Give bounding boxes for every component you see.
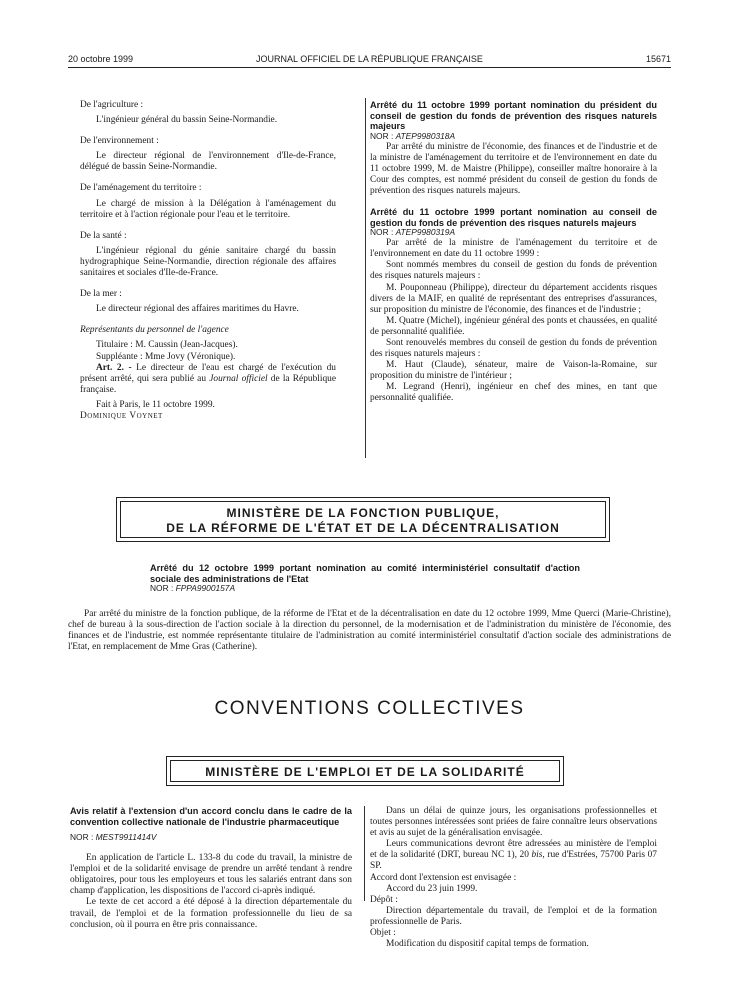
arrete-2-title: Arrêté du 11 octobre 1999 portant nomination au conseil de gestion du fonds de prévention des risques naturels majeurs (370, 207, 657, 228)
avis-para-2: Le texte de cet accord a été déposé à la direction départementale du travail, de l'emploi et de la formation professionnelle du lieu de sa conclusion, où il pourra en être pris connaissance. (70, 897, 352, 930)
header-journal-title: JOURNAL OFFICIEL DE LA RÉPUBLIQUE FRANÇAISE (256, 54, 483, 64)
fp-text-block (68, 609, 671, 653)
arrete-2-para-6: M. Haut (Claude), sénateur, maire de Vaison-la-Romaine, sur proposition du ministre de l'intérieur ; (370, 360, 657, 382)
left-column (80, 100, 336, 422)
avis-objet-heading: Objet : (370, 928, 396, 939)
avis-title: Avis relatif à l'extension d'un accord conclu dans le cadre de la convention collective nationale de l'industrie pharmaceutique (70, 806, 352, 827)
titulaire-line: Titulaire : M. Caussin (Jean-Jacques). (96, 340, 238, 351)
article-2: Art. 2. - Le directeur de l'eau est chargé de l'exécution du présent arrêté, qui sera publié au Journal officiel de la République française. (80, 362, 337, 395)
avis-para-1: En application de l'article L. 133-8 du code du travail, la ministre de l'emploi et de la solidarité envisage de prendre un arrêté tendant à rendre obligatoires, pour tous les employeurs et tous les salariés entrant dans son champ d'application, les dispositions de l'accord ci-après indiqué. (70, 853, 352, 897)
arrete-1-nor: NOR : ATEP9980318A (370, 130, 456, 141)
done-at-line: Fait à Paris, le 11 octobre 1999. (96, 399, 215, 410)
suppleant-line: Suppléante : Mme Jovy (Véronique). (96, 351, 236, 362)
column-divider (365, 98, 366, 458)
header-page-number: 15671 (645, 54, 671, 64)
avis-depot-heading: Dépôt : (370, 894, 398, 905)
header-rule (68, 67, 671, 68)
arrete-2-para-3: M. Pouponneau (Philippe), directeur du département accidents risques divers de la MAIF, en qualité de représentant des entreprises d'assurances, sur proposition du ministre de l'économie, des finances et de l'industrie ; (370, 282, 657, 315)
environment-heading: De l'environnement : (80, 136, 159, 147)
arrete-1-title: Arrêté du 11 octobre 1999 portant nomination du président du conseil de gestion du fonds de prévention des risques naturels majeurs (370, 100, 657, 132)
fp-arrete-title: Arrêté du 12 octobre 1999 portant nomination au comité interministériel consultatif d'action sociale des administrations de l'Etat (150, 563, 580, 584)
arrete-1-text: Par arrêté du ministre de l'économie, des finances et de l'industrie et de la ministre de l'aménagement du territoire et de l'environnement en date du 11 octobre 1999, M. de Maistre (Philippe), conseiller maître honoraire à la Cour des comptes, est nommé président du conseil de gestion du fonds de prévention des risques naturels majeurs. (370, 141, 657, 197)
avis-left-column (70, 806, 352, 931)
avis-right-para-2: Leurs communications devront être adressées au ministère de l'emploi et de la solidarité (DRT, bureau NC 1), 20 bis, rue d'Estrées, 75700 Paris 07 SP. (370, 839, 657, 872)
journal-officiel-ref: Journal officiel (209, 373, 268, 384)
signature: Dominique Voynet (80, 410, 163, 421)
avis-accord-heading: Accord dont l'extension est envisagée : (370, 872, 517, 883)
health-text: L'ingénieur régional du génie sanitaire chargé du bassin hydrographique Seine-Normandie, direction régionale des affaires sanitaires et sociales d'Ile-de-France. (80, 245, 336, 279)
right-column (370, 100, 657, 405)
avis-right-column (370, 806, 657, 950)
sea-heading: De la mer : (80, 289, 122, 300)
arrete-2-para-2: Sont nommés membres du conseil de gestion du fonds de prévention des risques naturels majeurs : (370, 260, 657, 282)
agriculture-text: L'ingénieur général du bassin Seine-Normandie. (96, 115, 278, 126)
ministry-1-line-1: MINISTÈRE DE LA FONCTION PUBLIQUE, (226, 506, 500, 520)
ministry-fonction-publique-box (116, 497, 610, 542)
avis-right-para-1: Dans un délai de quinze jours, les organisations professionnelles et toutes personnes intéressées sont priées de faire connaître leurs observations et avis au sujet de la généralisation envisagée. (370, 806, 657, 839)
section-title-conventions: CONVENTIONS COLLECTIVES (214, 698, 525, 719)
header-date: 20 octobre 1999 (68, 54, 134, 64)
territory-heading: De l'aménagement du territoire : (80, 183, 202, 194)
sea-text: Le directeur régional des affaires maritimes du Havre. (96, 304, 299, 315)
avis-column-divider (364, 806, 365, 901)
arrete-2-para-7: M. Legrand (Henri), ingénieur en chef des mines, en tant que personnalité qualifiée. (370, 382, 657, 404)
ministry-1-line-2: DE LA RÉFORME DE L'ÉTAT ET DE LA DÉCENTRALISATION (166, 521, 560, 535)
environment-text: Le directeur régional de l'environnement d'Ile-de-France, délégué de bassin Seine-Normandie. (80, 151, 336, 173)
territory-text: Le chargé de mission à la Délégation à l'aménagement du territoire et à l'action régionale pour l'eau et le territoire. (80, 198, 336, 220)
health-heading: De la santé : (80, 230, 127, 241)
arrete-2-para-1: Par arrêté de la ministre de l'aménagement du territoire et de l'environnement en date du 11 octobre 1999 : (370, 238, 657, 260)
ministry-2-label: MINISTÈRE DE L'EMPLOI ET DE LA SOLIDARITÉ (205, 765, 525, 779)
fp-arrete-nor: NOR : FPPA9900157A (150, 583, 236, 594)
staff-representatives-heading: Représentants du personnel de l'agence (80, 325, 229, 336)
article-2-label: Art. 2. - (96, 362, 132, 373)
avis-objet-text: Modification du dispositif capital temps de formation. (386, 939, 589, 950)
agriculture-heading: De l'agriculture : (80, 100, 144, 110)
avis-nor: NOR : MESТ9911414V (70, 832, 157, 843)
avis-depot-text: Direction départementale du travail, de l'emploi et de la formation professionnelle de Paris. (370, 905, 657, 927)
fp-arrete-text: Par arrêté du ministre de la fonction publique, de la réforme de l'Etat et de la décentralisation en date du 12 octobre 1999, Mme Querci (Marie-Christine), chef de bureau à la sous-direction de l'action sociale à la direction du personnel, de la modernisation et de l'administration du ministère de l'économie, des finances et de l'industrie, est nommée représentante titulaire de l'administration au comité interministériel consultatif d'action sociale des administrations de l'Etat, en remplacement de Mme Gras (Catherine). (68, 609, 671, 653)
fp-title-block (150, 563, 580, 594)
page-header (68, 54, 671, 68)
avis-accord-date: Accord du 23 juin 1999. (386, 883, 478, 894)
arrete-2-nor: NOR : ATEP9980319A (370, 227, 456, 238)
ministry-emploi-box (166, 756, 564, 786)
arrete-2-para-4: M. Quatre (Michel), ingénieur général des ponts et chaussées, en qualité de personnalité qualifiée. (370, 315, 658, 337)
arrete-2-para-5: Sont renouvelés membres du conseil de gestion du fonds de prévention des risques naturels majeurs : (370, 338, 657, 360)
